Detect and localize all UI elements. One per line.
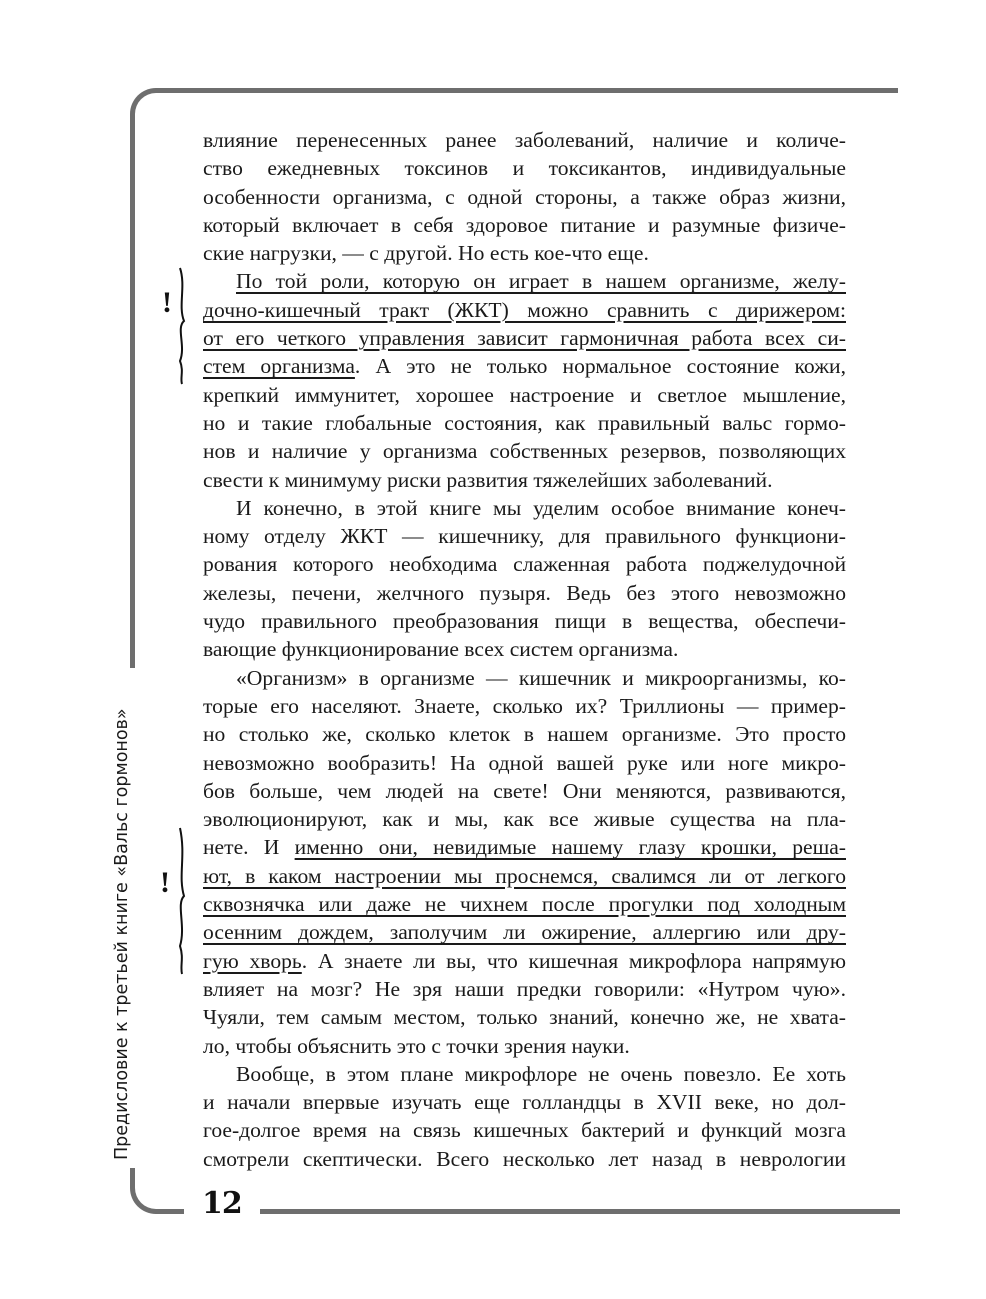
text-line: смотрели скептически. Всего несколько лет назад в неврологии	[203, 1146, 846, 1171]
exclamation-icon: !	[162, 286, 172, 319]
text-line	[203, 890, 846, 918]
text-line: но столько же, сколько клеток в нашем организме. Это просто	[203, 722, 846, 747]
text-line: торые его населяют. Знаете, сколько их? Триллионы — пример-	[203, 693, 846, 718]
paragraph-2	[203, 267, 846, 493]
brace-icon	[166, 826, 196, 976]
text-run: . А это не только нормальное состояние кожи,	[354, 354, 846, 379]
text-line: ло, чтобы объяснить это с точки зрения науки.	[203, 1033, 630, 1058]
text-line: который включает в себя здоровое питание и разумные физиче-	[203, 212, 846, 237]
page-frame-bottom-corner	[130, 1168, 184, 1214]
text-line: особенности организма, с одной стороны, а также образ жизни,	[203, 184, 846, 209]
text-line	[203, 833, 846, 861]
text-line	[203, 918, 846, 946]
text-line: крепкий иммунитет, хорошее настроение и светлое мышление,	[203, 382, 846, 407]
text-line: влияние перенесенных ранее заболеваний, наличие и количе-	[203, 128, 846, 152]
paragraph-5	[203, 1060, 846, 1173]
paragraph-3	[203, 494, 846, 664]
body-text	[203, 126, 846, 1173]
text-line: ские нагрузки, — с другой. Но есть кое-что еще.	[203, 241, 649, 266]
paragraph-1	[203, 126, 846, 267]
text-line: гое-долгое время на связь кишечных бактерий и функций мозга	[203, 1118, 846, 1143]
text-line: ство ежедневных токсинов и токсикантов, индивидуальные	[203, 156, 846, 181]
text-line: свести к минимуму риски развития тяжелейших заболеваний.	[203, 467, 773, 492]
underlined-text: По той роли, которую он играет в нашем организме, желу-	[236, 269, 846, 294]
text-line: рования которого необходима слаженная работа поджелудочной	[203, 552, 846, 577]
underlined-text: осенним дождем, заполучим ли ожирение, аллергию или дру-	[203, 920, 846, 945]
margin-mark-1	[160, 266, 190, 386]
text-line	[203, 296, 846, 324]
paragraph-4	[203, 664, 846, 1060]
text-line: эволюционируют, как и мы, как все живые существа на пла-	[203, 807, 846, 832]
text-line	[203, 352, 846, 380]
text-line	[203, 267, 846, 295]
underlined-text: именно они, невидимые нашему глазу крошки, реша-	[294, 835, 846, 860]
text-line: и начали впервые изучать еще голландцы в XVII веке, но дол-	[203, 1090, 846, 1115]
underlined-text: от его четкого управления зависит гармоничная работа всех си-	[203, 326, 846, 351]
text-line: железы, печени, желчного пузыря. Ведь без этого невозможно	[203, 580, 846, 605]
running-title: Предисловие к третьей книге «Вальс гормонов»	[112, 708, 132, 1160]
underlined-text: ют, в каком настроении мы проснемся, свалимся ли от легкого	[203, 863, 846, 888]
text-line: бов больше, чем людей на свете! Они меняются, развиваются,	[203, 778, 846, 803]
text-line: но и такие глобальные состояния, как правильный вальс гормо-	[203, 410, 846, 435]
text-line	[203, 947, 846, 975]
underlined-text: сквознячка или даже не чихнем после прогулки под холодным	[203, 892, 846, 917]
text-line: влияет на мозг? Не зря наши предки говорили: «Нутром чую».	[203, 976, 846, 1001]
text-run: . А знаете ли вы, что кишечная микрофлора напрямую	[301, 948, 846, 973]
page-frame-left	[130, 140, 135, 668]
text-line: «Организм» в организме — кишечник и микроорганизмы, ко-	[236, 665, 846, 690]
text-line	[203, 862, 846, 890]
text-line: невозможно вообразить! На одной вашей руке или ноге микро-	[203, 750, 846, 775]
margin-mark-2	[160, 826, 190, 976]
text-line	[203, 324, 846, 352]
text-line: нов и наличие у организма собственных резервов, позволяющих	[203, 439, 846, 464]
text-run: нете. И	[203, 835, 295, 860]
text-line: вающие функционирование всех систем организма.	[203, 637, 679, 662]
page-frame-bottom-rule	[260, 1209, 900, 1214]
underlined-text: стем организма	[203, 354, 355, 379]
brace-icon	[166, 266, 196, 386]
text-line: чудо правильного преобразования пищи в вещества, обеспечи-	[203, 609, 846, 634]
page-number: 12	[202, 1186, 242, 1221]
text-line: Вообще, в этом плане микрофлоре не очень повезло. Ее хоть	[236, 1061, 846, 1086]
text-line: Чуяли, тем самым местом, только знаний, конечно же, не хвата-	[203, 1005, 846, 1030]
text-line: И конечно, в этой книге мы уделим особое внимание конеч-	[236, 495, 846, 520]
exclamation-icon: !	[160, 866, 170, 899]
text-line: ному отделу ЖКТ — кишечнику, для правильного функциони-	[203, 524, 846, 549]
underlined-text: дочно-кишечный тракт (ЖКТ) можно сравнить с дирижером:	[203, 297, 846, 322]
underlined-text: гую хворь	[203, 948, 302, 973]
